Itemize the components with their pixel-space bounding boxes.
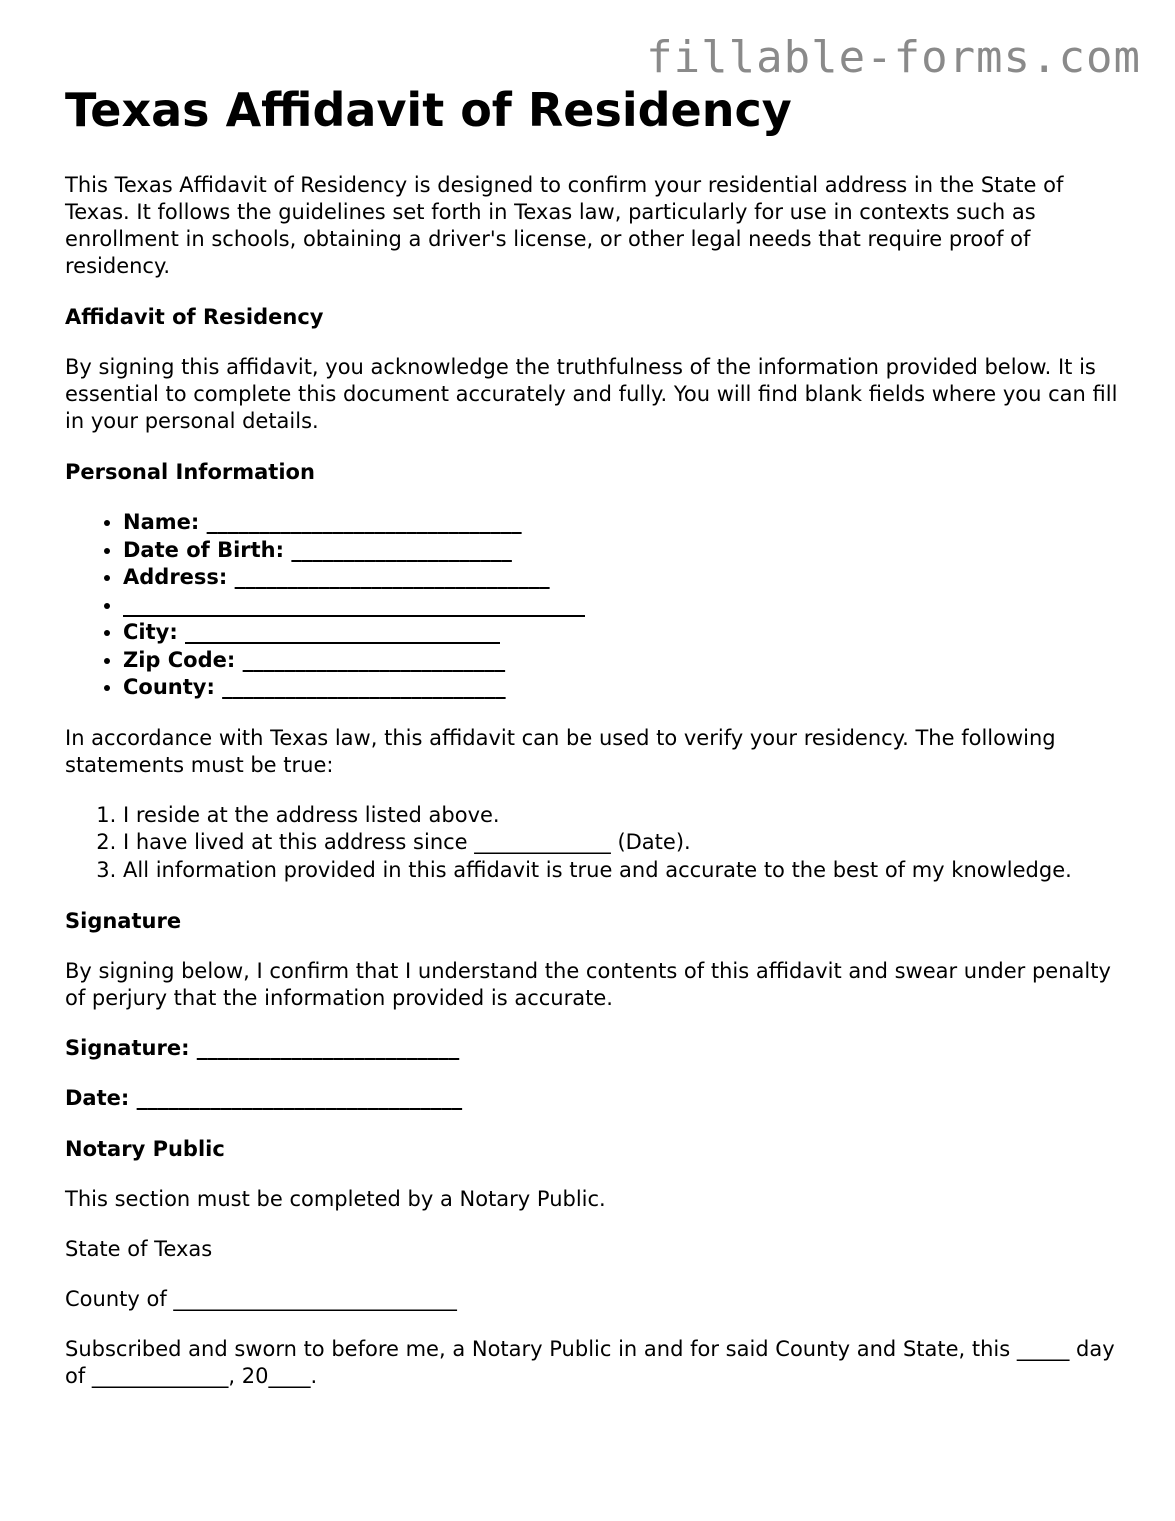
date-line: Date: _______________________________: [65, 1086, 463, 1110]
heading-notary: Notary Public: [65, 1137, 225, 1161]
page-title: Texas Affidavit of Residency: [65, 83, 792, 137]
heading-personal-info: Personal Information: [65, 460, 315, 484]
intro-paragraph: This Texas Affidavit of Residency is designed to confirm your residential address in the State of Texas. It follows the guidelines set forth in Texas law, particularly for use in contexts such as enrollment in schools, obtaining a driver's license, or other legal needs that require proof of residency.: [65, 173, 1064, 278]
personal-info-list: [65, 509, 1125, 702]
notary-state: State of Texas: [65, 1237, 213, 1261]
statement-item: 2. I have lived at this address since _____________ (Date).: [123, 829, 1125, 857]
field-address-line-2: • ____________________________________________: [123, 592, 1125, 620]
field-date-of-birth: • Date of Birth: _____________________: [123, 537, 1125, 565]
field-address: • Address: ______________________________: [123, 564, 1125, 592]
statements-list: [65, 802, 1125, 885]
watermark-text: fillable-forms.com: [646, 32, 1141, 83]
statements-paragraph: In accordance with Texas law, this affidavit can be used to verify your residency. The following statements must be true:: [65, 725, 1056, 777]
heading-signature: Signature: [65, 909, 182, 933]
field-city: • City: ______________________________: [123, 619, 1125, 647]
heading-affidavit: Affidavit of Residency: [65, 305, 324, 329]
document-body: [65, 82, 1125, 1390]
notary-county: County of ___________________________: [65, 1287, 457, 1311]
notary-sworn: Subscribed and sworn to before me, a Notary Public in and for said County and State, this _____ day of _____________, 20____.: [65, 1337, 1115, 1388]
statement-item: 1. I reside at the address listed above.: [123, 802, 1125, 830]
field-name: • Name: ______________________________: [123, 509, 1125, 537]
statement-item: 3. All information provided in this affidavit is true and accurate to the best of my knowledge.: [123, 857, 1125, 885]
affidavit-paragraph: By signing this affidavit, you acknowledge the truthfulness of the information provided below. It is essential to complete this document accurately and fully. You will find blank fields where you can fill in your personal details.: [65, 355, 1118, 433]
field-county: • County: ___________________________: [123, 674, 1125, 702]
signature-paragraph: By signing below, I confirm that I understand the contents of this affidavit and swear under penalty of perjury that the information provided is accurate.: [65, 959, 1111, 1010]
notary-paragraph: This section must be completed by a Notary Public.: [65, 1187, 606, 1211]
field-zip-code: • Zip Code: _________________________: [123, 647, 1125, 675]
signature-line: Signature: _________________________: [65, 1036, 460, 1060]
